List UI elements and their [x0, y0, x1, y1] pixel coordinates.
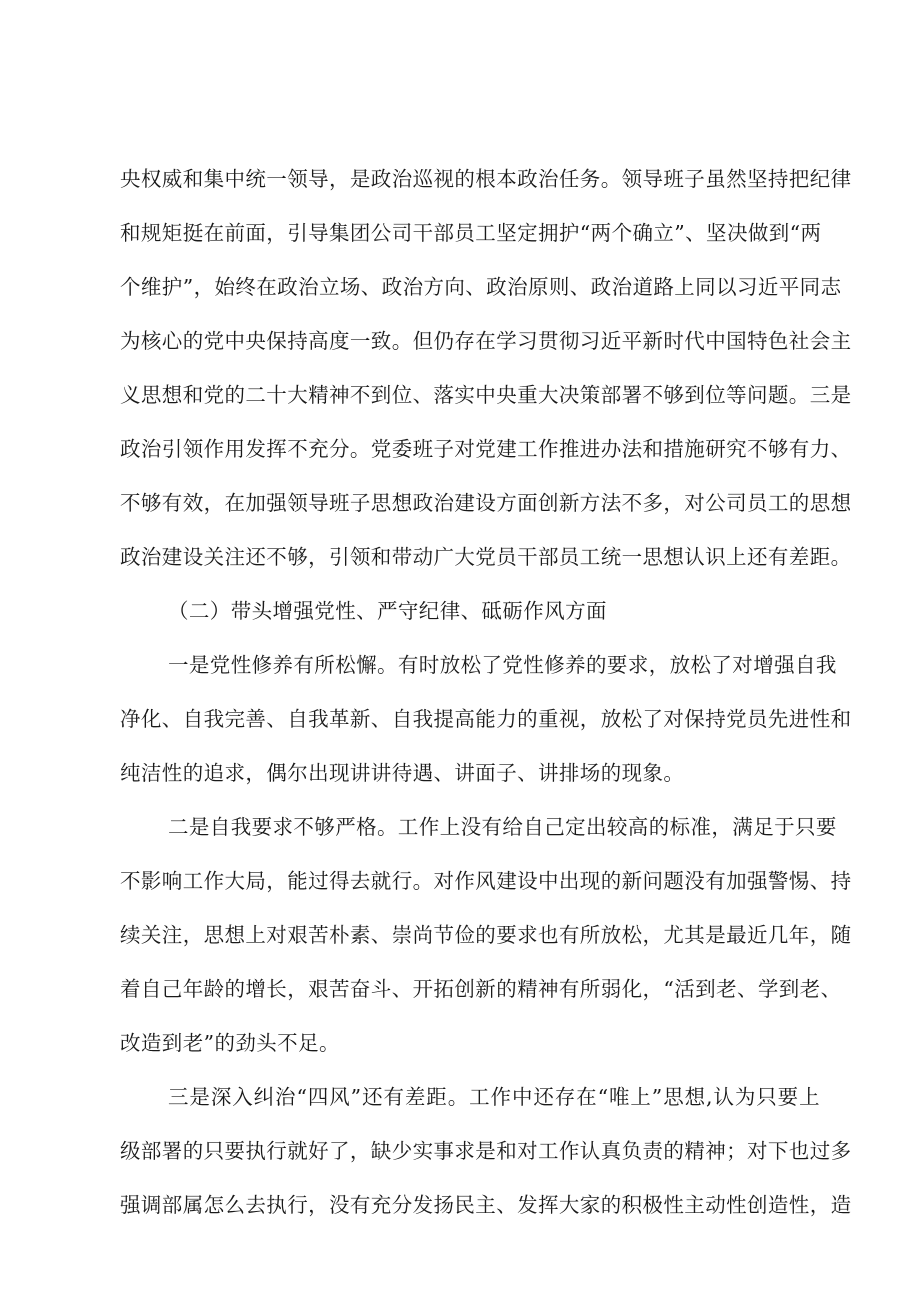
body-text-line: 净化、自我完善、自我革新、自我提高能力的重视，放松了对保持党员先进性和 — [120, 707, 852, 731]
body-text-line: 政治建设关注还不够，引领和带动广大党员干部员工统一思想认识上还有差距。 — [120, 545, 852, 569]
body-text-line: 义思想和党的二十大精神不到位、落实中央重大决策部署不够到位等问题。三是 — [120, 383, 852, 407]
body-text-line: 强调部属怎么去执行，没有充分发扬民主、发挥大家的积极性主动性创造性，造 — [120, 1193, 852, 1217]
body-text-line: 为核心的党中央保持高度一致。但仍存在学习贯彻习近平新时代中国特色社会主 — [120, 329, 852, 353]
body-text-line: 三是深入纠治“四风”还有差距。工作中还存在“唯上”思想,认为只要上 — [168, 1085, 820, 1109]
body-text-line: 个维护”，始终在政治立场、政治方向、政治原则、政治道路上同以习近平同志 — [120, 275, 842, 299]
body-text-line: 纯洁性的追求，偶尔出现讲讲待遇、讲面子、讲排场的现象。 — [120, 761, 685, 785]
body-text-line: 二是自我要求不够严格。工作上没有给自己定出较高的标准，满足于只要 — [168, 815, 837, 839]
body-text-line: 级部署的只要执行就好了，缺少实事求是和对工作认真负责的精神；对下也过多 — [120, 1139, 852, 1163]
body-text-line: 不影响工作大局，能过得去就行。对作风建设中出现的新问题没有加强警惕、持 — [120, 869, 852, 893]
body-text-line: 政治引领作用发挥不充分。党委班子对党建工作推进办法和措施研究不够有力、 — [120, 437, 852, 461]
body-text-line: 续关注，思想上对艰苦朴素、崇尚节俭的要求也有所放松，尤其是最近几年，随 — [120, 923, 852, 947]
body-text-line: 央权威和集中统一领导，是政治巡视的根本政治任务。领导班子虽然坚持把纪律 — [120, 167, 852, 191]
body-text-line: 不够有效，在加强领导班子思想政治建设方面创新方法不多，对公司员工的思想 — [120, 491, 852, 515]
section-heading: （二）带头增强党性、严守纪律、砥砺作风方面 — [168, 599, 607, 623]
body-text-line: 改造到老”的劲头不足。 — [120, 1031, 340, 1055]
body-text-line: 和规矩挺在前面，引导集团公司干部员工坚定拥护“两个确立”、坚决做到“两 — [120, 221, 822, 245]
body-text-line: 一是党性修养有所松懈。有时放松了党性修养的要求，放松了对增强自我 — [168, 653, 837, 677]
body-text-line: 着自己年龄的增长，艰苦奋斗、开拓创新的精神有所弱化，“活到老、学到老、 — [120, 977, 842, 1001]
